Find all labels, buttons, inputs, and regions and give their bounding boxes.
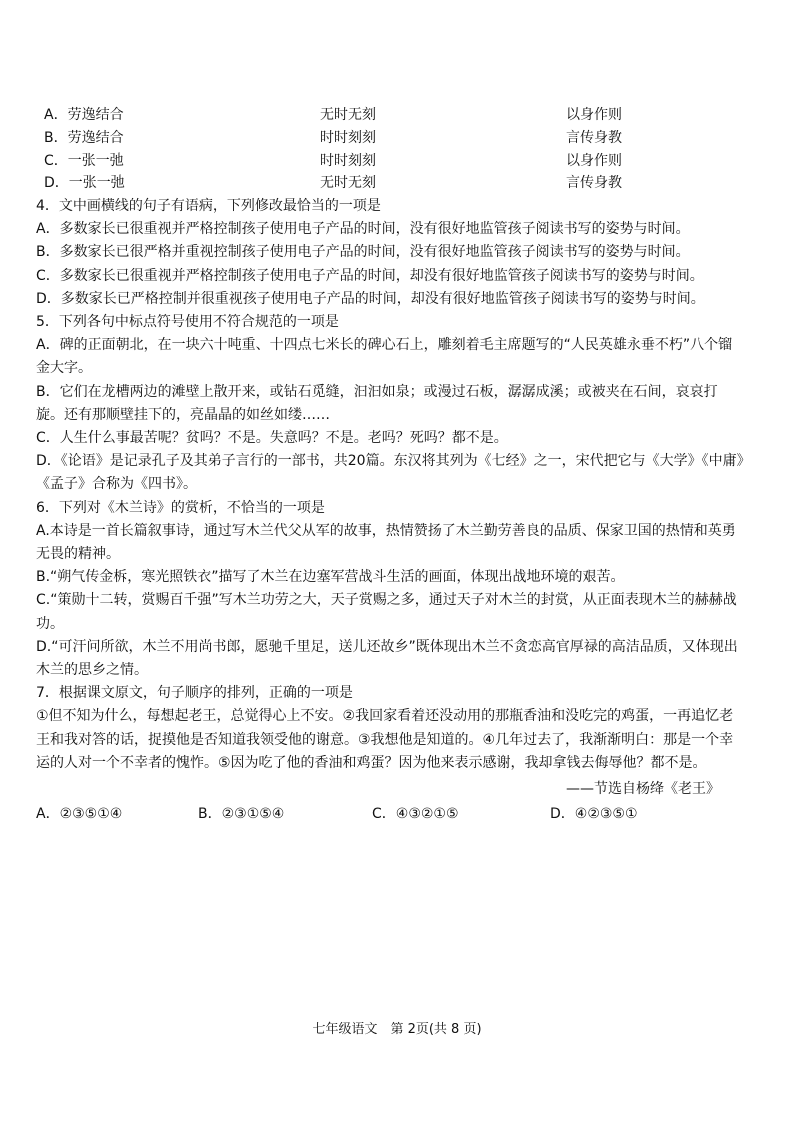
q3-option-label: D．一张一弛 — [44, 175, 125, 191]
q6-option-b: B.“朔气传金柝，寒光照铁衣”描写了木兰在边塞军营战斗生活的画面，体现出战地环境的艰苦。 — [36, 569, 625, 586]
q3-option-label: A．劳逸结合 — [44, 107, 124, 123]
q3-option-blank3: 以身作则 — [566, 153, 622, 169]
q5-option-b: B．它们在龙槽两边的滩壁上散开来，或钻石觅缝，汩汩如泉；或漫过石板，潺潺成溪；或被夹在石间，哀哀打旋。还有那顺壁挂下的，亮晶晶的如丝如缕…… — [36, 383, 718, 423]
q3-option-blank3: 言传身教 — [566, 130, 622, 146]
q5-stem: 5．下列各句中标点符号使用不符合规范的一项是 — [36, 314, 339, 331]
q7-source: ——节选自杨绛《老王》 — [566, 781, 720, 798]
q3-option-blank2: 时时刻刻 — [320, 130, 376, 146]
q3-option-blank2: 无时无刻 — [320, 175, 376, 191]
page-footer: 七年级语文 第 2页(共 8 页) — [312, 1022, 482, 1037]
q6-option-a: A.本诗是一首长篇叙事诗，通过写木兰代父从军的故事，热情赞扬了木兰勤劳善良的品质、保家卫国的热情和英勇无畏的精神。 — [36, 522, 736, 563]
q3-option-blank3: 以身作则 — [566, 107, 622, 123]
q6-option-c: C.“策勋十二转，赏赐百千强”写木兰功劳之大，天子赏赐之多，通过天子对木兰的封赏，从正面表现木兰的赫赫战功。 — [36, 592, 737, 632]
q4-option-d: D．多数家长已严格控制并很重视孩子使用电子产品的时间，却没有很好地监管孩子阅读书写的姿势与时间。 — [36, 290, 705, 307]
q3-option-label: C．一张一弛 — [44, 153, 124, 169]
q3-option-blank2: 无时无刻 — [320, 107, 376, 123]
q7-stem: 7．根据课文原文，句子顺序的排列，正确的一项是 — [36, 685, 353, 702]
q5-option-a: A．碑的正面朝北，在一块六十吨重、十四点七米长的碑心石上，雕刻着毛主席题写的“人民英雄永垂不朽”八个镏金大字。 — [36, 337, 733, 377]
q5-option-d: D．《论语》是记录孔子及其弟子言行的一部书，共20篇。东汉将其列为《七经》之一，宋代把它与《大学》《中庸》《孟子》合称为《四书》。 — [36, 453, 744, 493]
q3-option-c — [44, 150, 764, 172]
q7-choices — [36, 803, 744, 827]
q3-option-b — [44, 127, 764, 149]
q4-option-b: B．多数家长已很严格并重视控制孩子使用电子产品的时间，没有很好地监管孩子阅读书写的姿势与时间。 — [36, 244, 690, 261]
q3-option-label: B．劳逸结合 — [44, 130, 124, 146]
q4-option-a: A．多数家长已很重视并严格控制孩子使用电子产品的时间，没有很好地监管孩子阅读书写的姿势与时间。 — [36, 221, 690, 238]
q3-option-a — [44, 104, 764, 126]
q3-option-blank2: 时时刻刻 — [320, 153, 376, 169]
q6-option-d: D.“可汗问所欲，木兰不用尚书郎，愿驰千里足，送儿还故乡”既体现出木兰不贪恋高官厚禄的高洁品质，又体现出木兰的思乡之情。 — [36, 638, 738, 679]
q7-choice-a: A．②③⑤①④ — [36, 806, 123, 823]
questions-body — [36, 195, 744, 827]
q4-option-c: C．多数家长已很重视并严格控制孩子使用电子产品的时间，却没有很好地监管孩子阅读书写的姿势与时间。 — [36, 267, 704, 284]
q3-option-blank3: 言传身教 — [566, 175, 622, 191]
q5-option-c: C．人生什么事最苦呢？贫吗？不是。失意吗？不是。老吗？死吗？都不是。 — [36, 430, 508, 447]
q7-choice-c: C．④③②①⑤ — [372, 806, 459, 823]
q4-stem: 4．文中画横线的句子有语病，下列修改最恰当的一项是 — [36, 198, 381, 214]
q7-passage: ①但不知为什么，每想起老王，总觉得心上不安。②我回家看着还没动用的那瓶香油和没吃完的鸡蛋，一再追忆老王和我对答的话，捉摸他是否知道我领受他的谢意。③我想他是知道的。④几年过去了，我渐渐明白：那是一个幸运的人对一个不幸者的愧怍。⑤因为吃了他的香油和鸡蛋？因为他来表示感谢，我却拿钱去侮辱他？都不是。 — [36, 708, 734, 771]
q6-stem: 6．下列对《木兰诗》的赏析，不恰当的一项是 — [36, 499, 325, 516]
q7-choice-d: D．④②③⑤① — [550, 806, 638, 823]
q3-option-d — [44, 172, 764, 194]
q7-choice-b: B．②③①⑤④ — [198, 806, 285, 823]
